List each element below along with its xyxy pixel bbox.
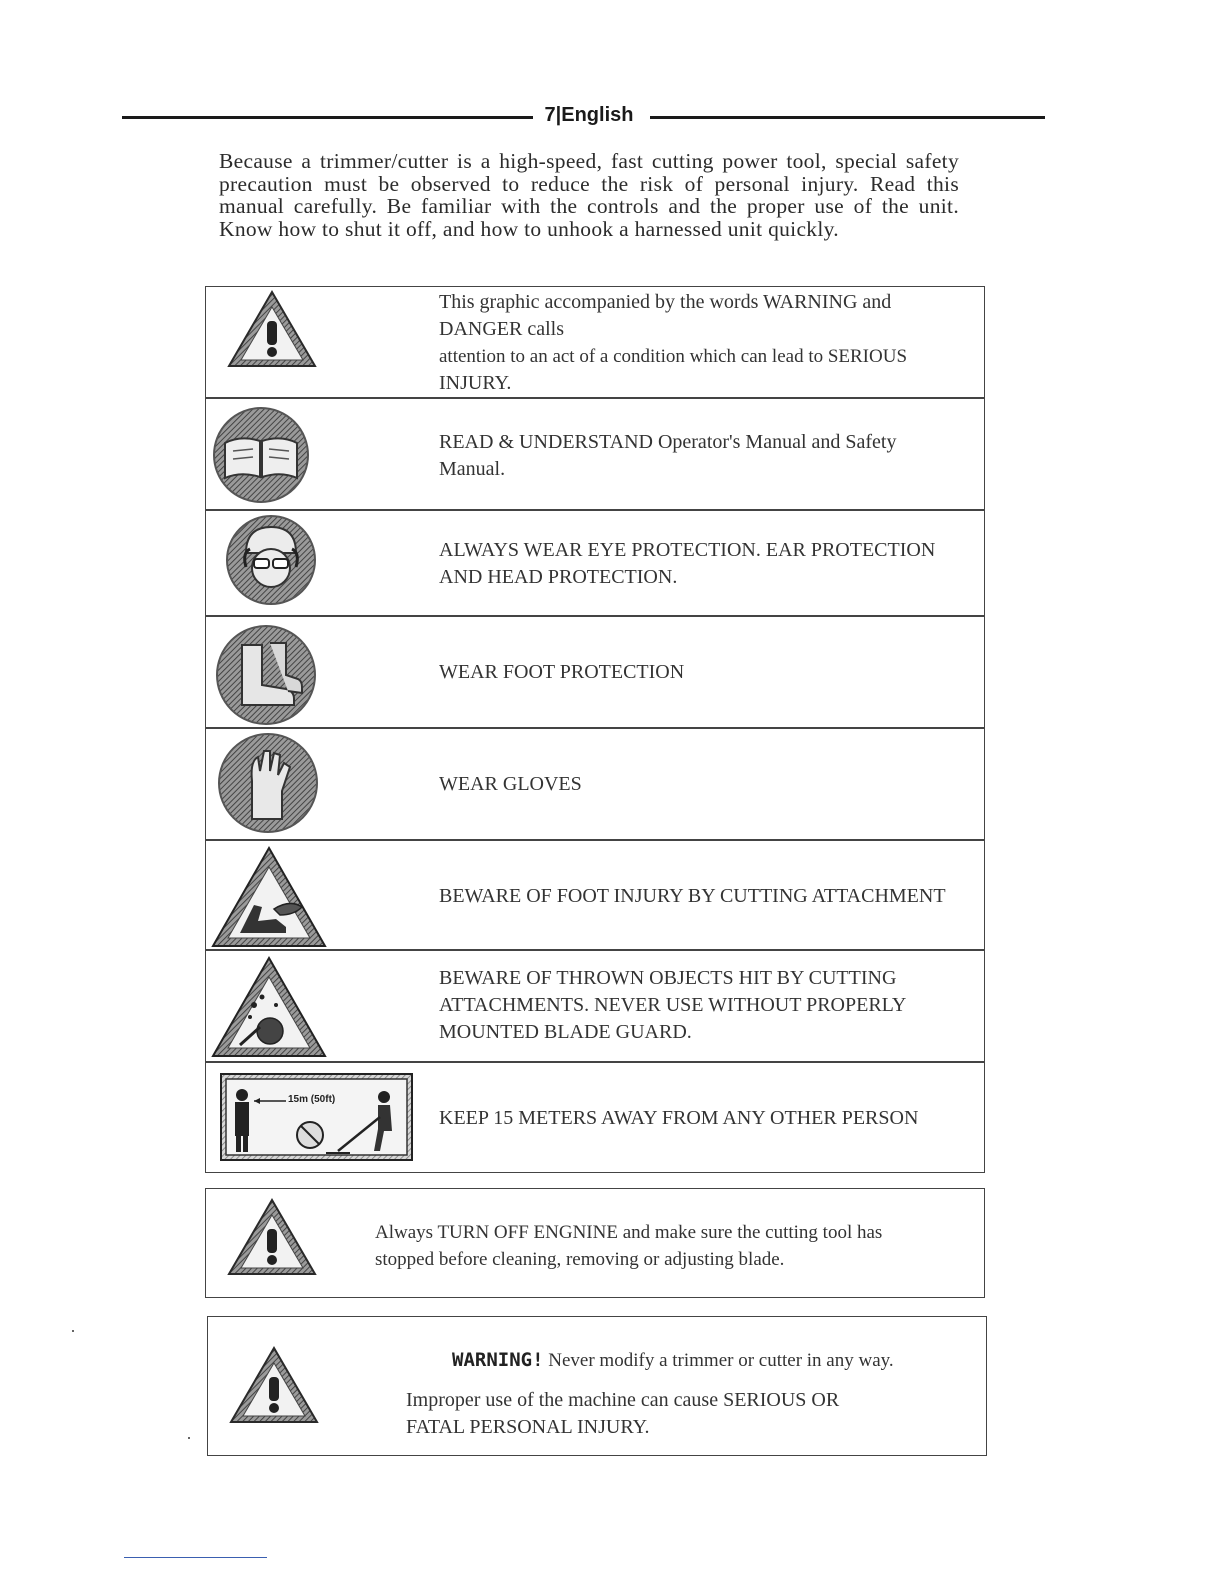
safety-row-gloves bbox=[205, 728, 985, 840]
row-line: Manual. bbox=[439, 458, 506, 480]
header-rule-left bbox=[122, 116, 533, 119]
row-line: MOUNTED BLADE GUARD. bbox=[439, 1021, 692, 1043]
thrown-objects-triangle-icon bbox=[210, 955, 328, 1059]
row-line: ALWAYS WEAR EYE PROTECTION. EAR PROTECTION bbox=[439, 539, 936, 561]
warning-text: Never modify a trimmer or cutter in any way. bbox=[548, 1350, 894, 1371]
warning-triangle-icon bbox=[228, 1345, 320, 1425]
header-rule-right bbox=[650, 116, 1045, 119]
warning-label: WARNING! bbox=[452, 1349, 544, 1371]
foot-injury-triangle-icon bbox=[210, 845, 328, 949]
safety-row-foot-injury bbox=[205, 840, 985, 950]
warning-notice bbox=[207, 1316, 987, 1456]
row-line: WEAR FOOT PROTECTION bbox=[439, 661, 685, 683]
safety-row-keep-distance bbox=[205, 1062, 985, 1173]
distance-label: 15m (50ft) bbox=[288, 1094, 336, 1105]
row-line: DANGER calls bbox=[439, 318, 564, 340]
footnote-rule bbox=[124, 1557, 267, 1558]
eye-ear-head-protection-icon bbox=[224, 513, 318, 607]
keep-distance-icon bbox=[220, 1073, 413, 1161]
turn-off-notice bbox=[205, 1188, 985, 1298]
scan-speck bbox=[188, 1437, 190, 1439]
warning-line: FATAL PERSONAL INJURY. bbox=[406, 1416, 650, 1438]
safety-row-foot-protection bbox=[205, 616, 985, 728]
row-line: BEWARE OF FOOT INJURY BY CUTTING ATTACHMENT bbox=[439, 885, 946, 907]
row-line: KEEP 15 METERS AWAY FROM ANY OTHER PERSON bbox=[439, 1107, 919, 1129]
row-line: READ & UNDERSTAND Operator's Manual and Safety bbox=[439, 431, 897, 453]
row-line: This graphic accompanied by the words WARNING and bbox=[439, 291, 892, 313]
row-line: attention to an act of a condition which can lead to SERIOUS bbox=[439, 346, 908, 367]
read-manual-icon bbox=[211, 405, 311, 505]
row-line: AND HEAD PROTECTION. bbox=[439, 566, 678, 588]
warning-line: Improper use of the machine can cause SERIOUS OR bbox=[406, 1389, 840, 1411]
row-line: WEAR GLOVES bbox=[439, 773, 582, 795]
warning-triangle-icon bbox=[226, 289, 318, 369]
safety-row-warning bbox=[205, 286, 985, 398]
notice-line: Always TURN OFF ENGNINE and make sure the cutting tool has bbox=[375, 1222, 883, 1243]
row-line: INJURY. bbox=[439, 372, 512, 394]
boot-icon bbox=[214, 623, 318, 727]
scan-speck bbox=[72, 1330, 74, 1332]
notice-line: stopped before cleaning, removing or adjusting blade. bbox=[375, 1249, 785, 1270]
safety-row-read-manual bbox=[205, 398, 985, 510]
glove-icon bbox=[216, 731, 320, 835]
safety-row-ppe bbox=[205, 510, 985, 616]
warning-triangle-icon bbox=[226, 1197, 318, 1277]
row-line: ATTACHMENTS. NEVER USE WITHOUT PROPERLY bbox=[439, 994, 907, 1016]
page-header: 7|English bbox=[544, 104, 634, 126]
row-line: BEWARE OF THROWN OBJECTS HIT BY CUTTING bbox=[439, 967, 897, 989]
intro-paragraph: Because a trimmer/cutter is a high-speed, fast cutting power tool, special safety precaution must be observed to reduce the risk of personal injury. Read this manual carefully. Be familiar with the controls and the proper use of the unit. Know how to shut it off, and how to unhook a harnessed unit quickly. bbox=[219, 149, 959, 241]
safety-row-thrown-objects bbox=[205, 950, 985, 1062]
